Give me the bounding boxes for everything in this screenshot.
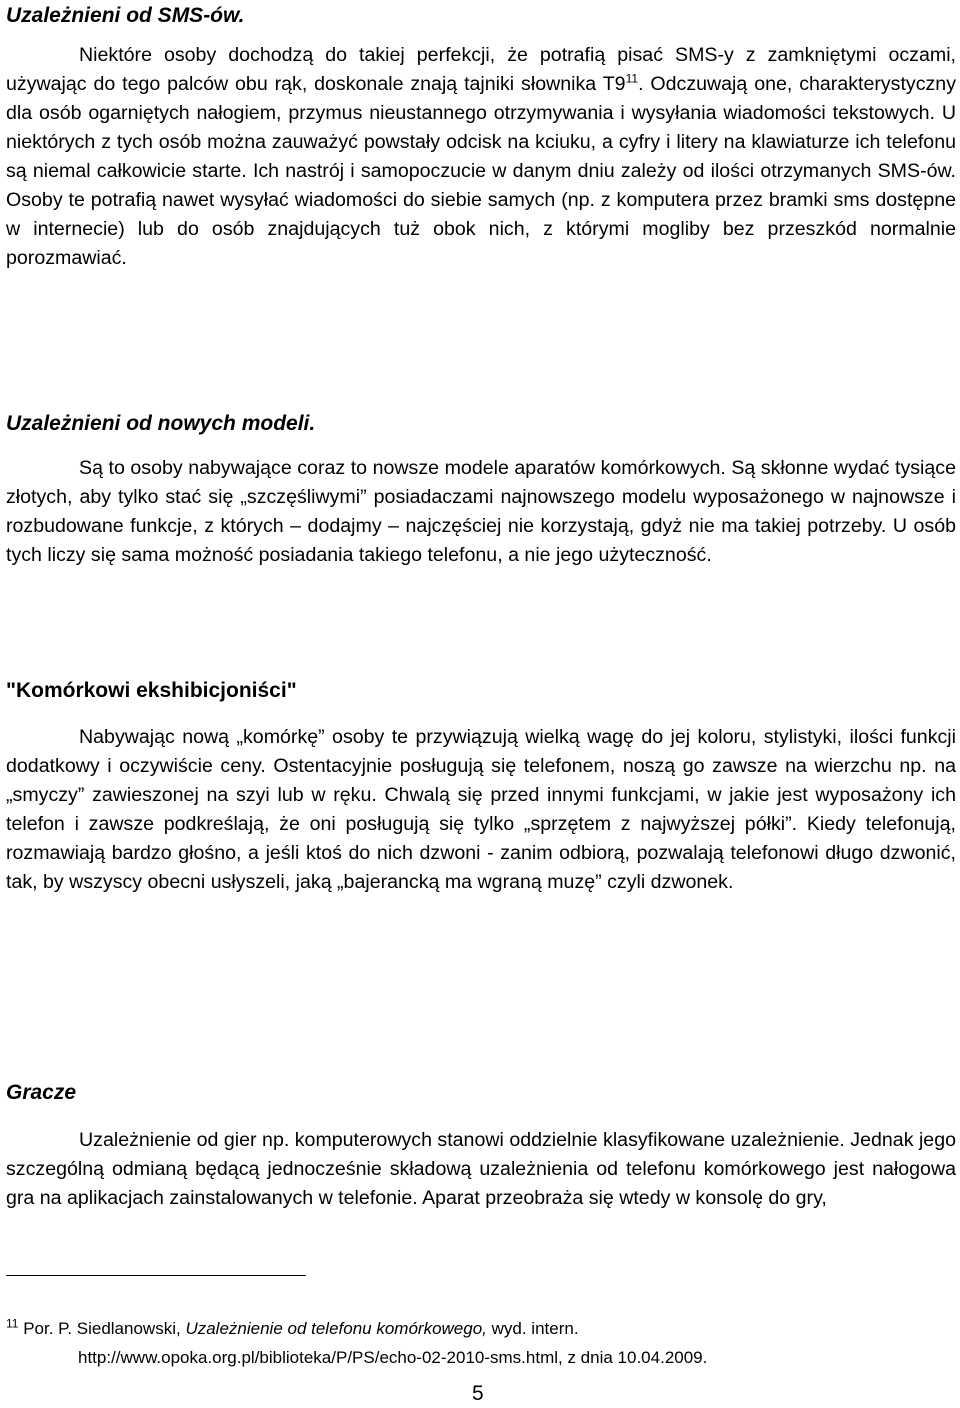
footnote-number: 11	[6, 1316, 19, 1331]
footnote-ref: 11	[625, 71, 639, 86]
footnote-prefix: Por. P. Siedlanowski,	[23, 1319, 186, 1338]
footnote-title: Uzależnienie od telefonu komórkowego,	[185, 1319, 487, 1338]
section-body-new-models: Są to osoby nabywające coraz to nowsze modele aparatów komórkowych. Są skłonne wydać tysiące złotych, aby tylko stać się „szczęśliwymi” posiadaczami najnowszego modelu wyposażonego w najnowsze i rozbudowane funkcje, z których – dodajmy – najczęściej nie korzystają, gdyż nie ma takiej potrzeby. U osób tych liczy się sama możność posiadania takiego telefonu, a nie jego użyteczność.	[6, 457, 956, 566]
section-heading-new-models: Uzależnieni od nowych modeli.	[6, 412, 316, 435]
footnote-suffix: wyd. intern.	[486, 1319, 579, 1338]
section-heading-sms: Uzależnieni od SMS-ów.	[6, 4, 245, 27]
section-heading-gamers: Gracze	[6, 1081, 77, 1104]
section-body-exhibitionists: Nabywając nową „komórkę” osoby te przywiązują wielką wagę do jej koloru, stylistyki, ilości funkcji dodatkowy i oczywiście ceny. Ostentacyjnie posługują się telefonem, noszą go zawsze na wierzchu np. na „smyczy” zawieszonej na szyi lub w ręku. Chwalą się przed innymi funkcjami, w jakie jest wyposażony ich telefon i zawsze podkreślają, że oni posługują się tylko „sprzętem z najwyższej półki”. Kiedy telefonują, rozmawiają bardzo głośno, a jeśli ktoś do nich dzwoni - zanim odbiorą, pozwalają telefonowi długo dzwonić, tak, by wszyscy obecni usłyszeli, jaką „bajerancką ma wgraną muzę” czyli dzwonek.	[6, 726, 956, 893]
section-heading-exhibitionists: "Komórkowi ekshibicjoniści"	[6, 679, 297, 702]
section-body-gamers: Uzależnienie od gier np. komputerowych stanowi oddzielnie klasyfikowane uzależnienie. Jednak jego szczególną odmianą będącą jednocześnie składową uzależnienia od telefonu komórkowego jest nałogowa gra na aplikacjach zainstalowanych w telefonie. Aparat przeobraża się wtedy w konsolę do gry,	[6, 1129, 956, 1209]
section-body-sms	[6, 41, 956, 273]
body-text: . Odczuwają one, charakterystyczny dla osób ogarniętych nałogiem, przymus nieustannego otrzymywania i wysyłania wiadomości tekstowych. U niektórych z tych osób można zauważyć powstały odcisk na kciuku, a cyfry i litery na klawiaturze ich telefonu są niemal całkowicie starte. Ich nastrój i samopoczucie w danym dniu zależy od ilości otrzymanych SMS-ów. Osoby te potrafią nawet wysyłać wiadomości do siebie samych (np. z komputera przez bramki sms dostępne w internecie) lub do osób znajdujących tuż obok nich, z którymi mogliby bez przeszkód normalnie porozmawiać.	[6, 73, 957, 269]
footnote-url: http://www.opoka.org.pl/biblioteka/P/PS/echo-02-2010-sms.html, z dnia 10.04.2009.	[78, 1348, 708, 1367]
footnote	[6, 1314, 956, 1372]
footnote-divider	[6, 1275, 306, 1276]
body-text: Niektóre osoby dochodzą do takiej perfekcji, że potrafią pisać SMS-y z zamkniętymi oczami, używając do tego palców obu rąk, doskonale znają tajniki słownika T9	[6, 44, 956, 95]
page-number: 5	[472, 1382, 484, 1405]
